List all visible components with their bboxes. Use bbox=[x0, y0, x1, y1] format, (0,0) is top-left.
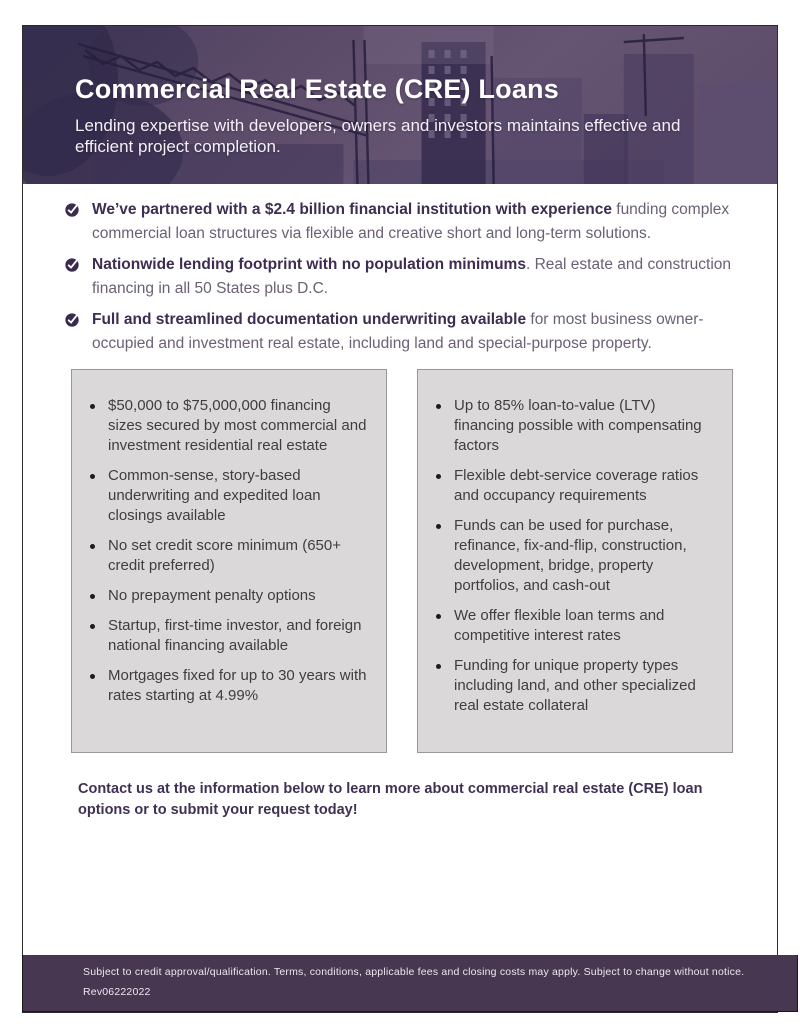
bullet-rest-text: . Real estate and construction financing in all 50 States plus D.C. bbox=[92, 256, 732, 297]
list-item bbox=[88, 586, 368, 606]
bullet-rest-text: for most business owner-occupied and investment real estate, including land and special-purpose property. bbox=[92, 311, 704, 352]
list-item bbox=[88, 396, 368, 456]
feature-list-left bbox=[88, 396, 368, 706]
page-subtitle: Lending expertise with developers, owners and investors maintains effective and efficient project completion. bbox=[75, 116, 681, 156]
list-item bbox=[88, 616, 368, 656]
list-item-text: No prepayment penalty options bbox=[108, 587, 316, 604]
bullet-rest-text: funding complex commercial loan structures via flexible and creative short and long-term solutions. bbox=[92, 201, 730, 242]
hero-text-block bbox=[75, 74, 735, 157]
footer-revision: Rev06222022 bbox=[83, 986, 151, 998]
list-item-text: Startup, first-time investor, and foreign national financing available bbox=[108, 617, 362, 654]
list-item-text: Funds can be used for purchase, refinance, fix-and-flip, construction, development, bridge, property portfolios, and cash-out bbox=[454, 517, 687, 594]
footer-band bbox=[22, 955, 798, 1012]
page-frame bbox=[22, 25, 778, 1013]
list-item bbox=[434, 396, 714, 456]
page-title: Commercial Real Estate (CRE) Loans bbox=[75, 74, 559, 104]
list-item bbox=[434, 516, 714, 596]
bullet-text bbox=[92, 308, 743, 356]
list-item bbox=[88, 466, 368, 526]
list-item-text: $50,000 to $75,000,000 financing sizes secured by most commercial and investment residential real estate bbox=[108, 397, 367, 454]
list-item-text: Funding for unique property types including land, and other specialized real estate collateral bbox=[454, 657, 696, 714]
list-item-text: No set credit score minimum (650+ credit preferred) bbox=[108, 537, 341, 574]
dot-icon bbox=[436, 404, 441, 409]
feature-box-left bbox=[71, 369, 387, 753]
feature-box-right bbox=[417, 369, 733, 753]
intro-bullet-list bbox=[65, 198, 743, 363]
check-circle-icon bbox=[65, 258, 79, 272]
check-circle-icon bbox=[65, 313, 79, 327]
dot-icon bbox=[90, 624, 95, 629]
list-item bbox=[434, 606, 714, 646]
dot-icon bbox=[90, 674, 95, 679]
contact-text: Contact us at the information below to learn more about commercial real estate (CRE) loan options or to submit your request today! bbox=[78, 781, 703, 818]
dot-icon bbox=[90, 474, 95, 479]
footer-disclaimer: Subject to credit approval/qualification. Terms, conditions, applicable fees and closing costs may apply. Subject to change without notice. bbox=[83, 966, 745, 978]
dot-icon bbox=[90, 544, 95, 549]
dot-icon bbox=[436, 614, 441, 619]
list-item bbox=[88, 666, 368, 706]
bullet-bold-text: Full and streamlined documentation underwriting available bbox=[92, 311, 527, 328]
list-item-text: Common-sense, story-based underwriting and expedited loan closings available bbox=[108, 467, 321, 524]
feature-list-right bbox=[434, 396, 714, 716]
dot-icon bbox=[90, 594, 95, 599]
bullet-bold-text: Nationwide lending footprint with no population minimums bbox=[92, 256, 526, 273]
list-item bbox=[434, 466, 714, 506]
dot-icon bbox=[436, 524, 441, 529]
list-item bbox=[65, 198, 743, 246]
list-item bbox=[65, 308, 743, 356]
bullet-text bbox=[92, 253, 743, 301]
list-item-text: Flexible debt-service coverage ratios and occupancy requirements bbox=[454, 467, 699, 504]
list-item bbox=[65, 253, 743, 301]
bullet-text bbox=[92, 198, 743, 246]
list-item-text: We offer flexible loan terms and competitive interest rates bbox=[454, 607, 665, 644]
list-item bbox=[88, 536, 368, 576]
dot-icon bbox=[90, 404, 95, 409]
hero-banner bbox=[23, 26, 777, 184]
list-item bbox=[434, 656, 714, 716]
list-item-text: Mortgages fixed for up to 30 years with rates starting at 4.99% bbox=[108, 667, 367, 704]
dot-icon bbox=[436, 474, 441, 479]
dot-icon bbox=[436, 664, 441, 669]
check-circle-icon bbox=[65, 203, 79, 217]
bullet-bold-text: We’ve partnered with a $2.4 billion financial institution with experience bbox=[92, 201, 612, 218]
list-item-text: Up to 85% loan-to-value (LTV) financing possible with compensating factors bbox=[454, 397, 702, 454]
